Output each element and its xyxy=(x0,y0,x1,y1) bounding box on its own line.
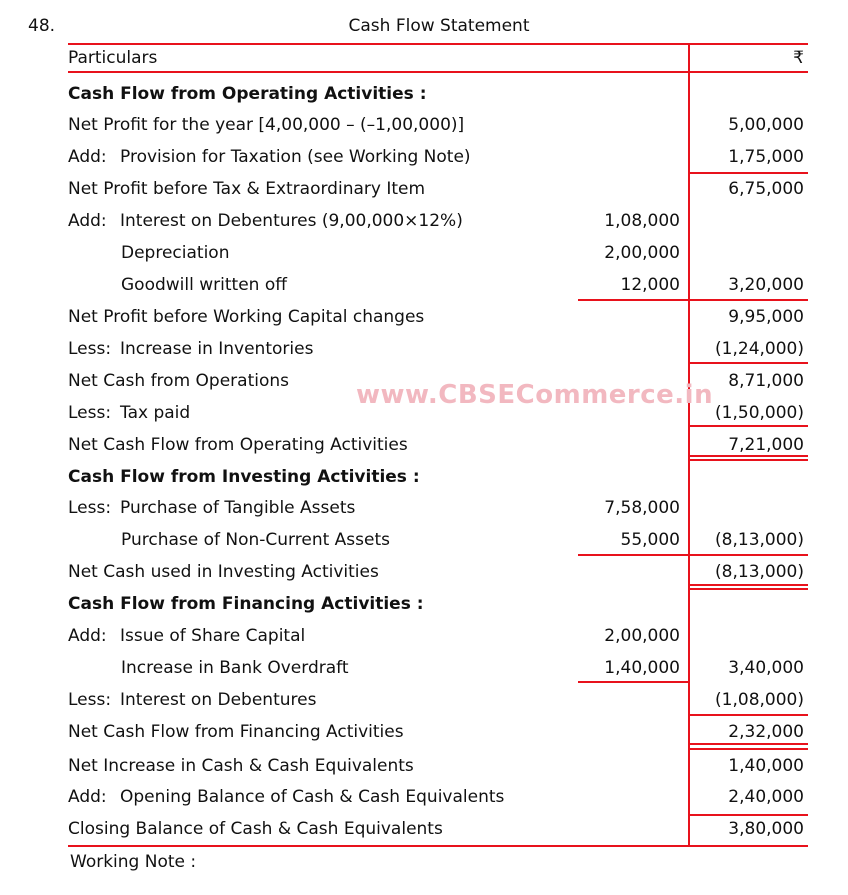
line-label: Net Increase in Cash & Cash Equivalents xyxy=(68,756,414,776)
line-prefix: Add: xyxy=(68,626,107,646)
working-note-heading: Working Note : xyxy=(70,852,197,872)
line-label: Purchase of Non-Current Assets xyxy=(121,530,390,550)
outer-amount: 7,21,000 xyxy=(728,435,804,455)
line-label: Cash Flow from Operating Activities : xyxy=(68,84,427,104)
outer-amount: 2,32,000 xyxy=(728,722,804,742)
outer-amount: (8,13,000) xyxy=(715,562,804,582)
total-double-rule xyxy=(688,588,808,590)
statement-title: Cash Flow Statement xyxy=(348,16,530,36)
line-label: Cash Flow from Financing Activities : xyxy=(68,594,424,614)
line-prefix: Less: xyxy=(68,690,112,710)
section-heading xyxy=(68,79,427,109)
subtotal-rule xyxy=(688,362,808,364)
column-divider xyxy=(688,43,690,846)
outer-amount: 3,40,000 xyxy=(728,658,804,678)
line-label: Interest on Debentures (9,00,000×12%) xyxy=(120,211,463,231)
line-item xyxy=(68,206,463,236)
line-item xyxy=(121,653,349,683)
line-label: Provision for Taxation (see Working Note) xyxy=(120,147,471,167)
line-item xyxy=(68,782,504,812)
line-item xyxy=(68,110,464,140)
line-label: Goodwill written off xyxy=(121,275,287,295)
line-item xyxy=(68,334,313,364)
outer-amount: (1,24,000) xyxy=(715,339,804,359)
watermark: www.CBSECommerce.in xyxy=(356,380,714,410)
inner-amount: 55,000 xyxy=(620,530,680,550)
table-bottom-rule xyxy=(68,845,808,847)
inner-amount: 12,000 xyxy=(620,275,680,295)
outer-amount: 9,95,000 xyxy=(728,307,804,327)
subtotal-rule xyxy=(578,299,808,301)
line-item xyxy=(121,270,287,300)
outer-amount: 1,75,000 xyxy=(728,147,804,167)
subtotal-rule xyxy=(688,814,808,816)
line-item xyxy=(68,685,316,715)
total-double-rule xyxy=(688,748,808,750)
line-label: Issue of Share Capital xyxy=(120,626,306,646)
outer-amount: 2,40,000 xyxy=(728,787,804,807)
line-item xyxy=(68,493,355,523)
section-heading xyxy=(68,462,420,492)
inner-amount: 1,40,000 xyxy=(604,658,680,678)
line-label: Opening Balance of Cash & Cash Equivalents xyxy=(120,787,505,807)
line-label: Interest on Debentures xyxy=(120,690,317,710)
line-label: Net Cash Flow from Operating Activities xyxy=(68,435,408,455)
line-item xyxy=(68,302,424,332)
line-label: Cash Flow from Investing Activities : xyxy=(68,467,420,487)
line-label: Net Cash Flow from Financing Activities xyxy=(68,722,404,742)
line-label: Net Cash used in Investing Activities xyxy=(68,562,379,582)
line-label: Increase in Bank Overdraft xyxy=(121,658,349,678)
line-prefix: Less: xyxy=(68,403,112,423)
line-label: Purchase of Tangible Assets xyxy=(120,498,356,518)
line-item xyxy=(68,398,190,428)
rupee-icon: ₹ xyxy=(793,48,804,68)
line-label: Increase in Inventories xyxy=(120,339,314,359)
line-label: Net Profit for the year [4,00,000 – (–1,00,000)] xyxy=(68,115,465,135)
outer-amount: (1,50,000) xyxy=(715,403,804,423)
line-item xyxy=(68,174,425,204)
outer-amount: (1,08,000) xyxy=(715,690,804,710)
outer-amount: (8,13,000) xyxy=(715,530,804,550)
line-label: Net Cash from Operations xyxy=(68,371,289,391)
line-prefix: Add: xyxy=(68,147,107,167)
subtotal-rule xyxy=(688,172,808,174)
inner-amount: 1,08,000 xyxy=(604,211,680,231)
line-item xyxy=(68,366,289,396)
header-particulars: Particulars xyxy=(68,48,158,68)
line-item xyxy=(68,814,443,844)
line-label: Depreciation xyxy=(121,243,230,263)
line-item xyxy=(68,717,404,747)
table-top-rule xyxy=(68,43,808,45)
total-double-rule xyxy=(688,743,808,745)
outer-amount: 1,40,000 xyxy=(728,756,804,776)
subtotal-rule xyxy=(578,554,808,556)
outer-amount: 3,80,000 xyxy=(728,819,804,839)
line-item xyxy=(68,430,408,460)
inner-amount: 2,00,000 xyxy=(604,626,680,646)
line-prefix: Add: xyxy=(68,211,107,231)
line-label: Net Profit before Tax & Extraordinary Item xyxy=(68,179,426,199)
line-prefix: Less: xyxy=(68,339,112,359)
line-label: Closing Balance of Cash & Cash Equivalents xyxy=(68,819,443,839)
line-label: Tax paid xyxy=(120,403,191,423)
subtotal-rule xyxy=(688,714,808,716)
line-label: Net Profit before Working Capital changes xyxy=(68,307,425,327)
total-double-rule xyxy=(688,459,808,461)
subtotal-rule xyxy=(688,425,808,427)
outer-amount: 6,75,000 xyxy=(728,179,804,199)
subtotal-rule xyxy=(578,681,689,683)
line-prefix: Add: xyxy=(68,787,107,807)
line-item xyxy=(121,525,390,555)
outer-amount: 3,20,000 xyxy=(728,275,804,295)
line-item xyxy=(68,557,379,587)
outer-amount: 8,71,000 xyxy=(728,371,804,391)
inner-amount: 7,58,000 xyxy=(604,498,680,518)
line-prefix: Less: xyxy=(68,498,112,518)
line-item xyxy=(121,238,229,268)
section-heading xyxy=(68,589,424,619)
header-bottom-rule xyxy=(68,71,808,73)
total-double-rule xyxy=(688,455,808,457)
line-item xyxy=(68,751,414,781)
line-item xyxy=(68,621,305,651)
inner-amount: 2,00,000 xyxy=(604,243,680,263)
question-number: 48. xyxy=(28,16,56,36)
total-double-rule xyxy=(688,584,808,586)
outer-amount: 5,00,000 xyxy=(728,115,804,135)
line-item xyxy=(68,142,471,172)
